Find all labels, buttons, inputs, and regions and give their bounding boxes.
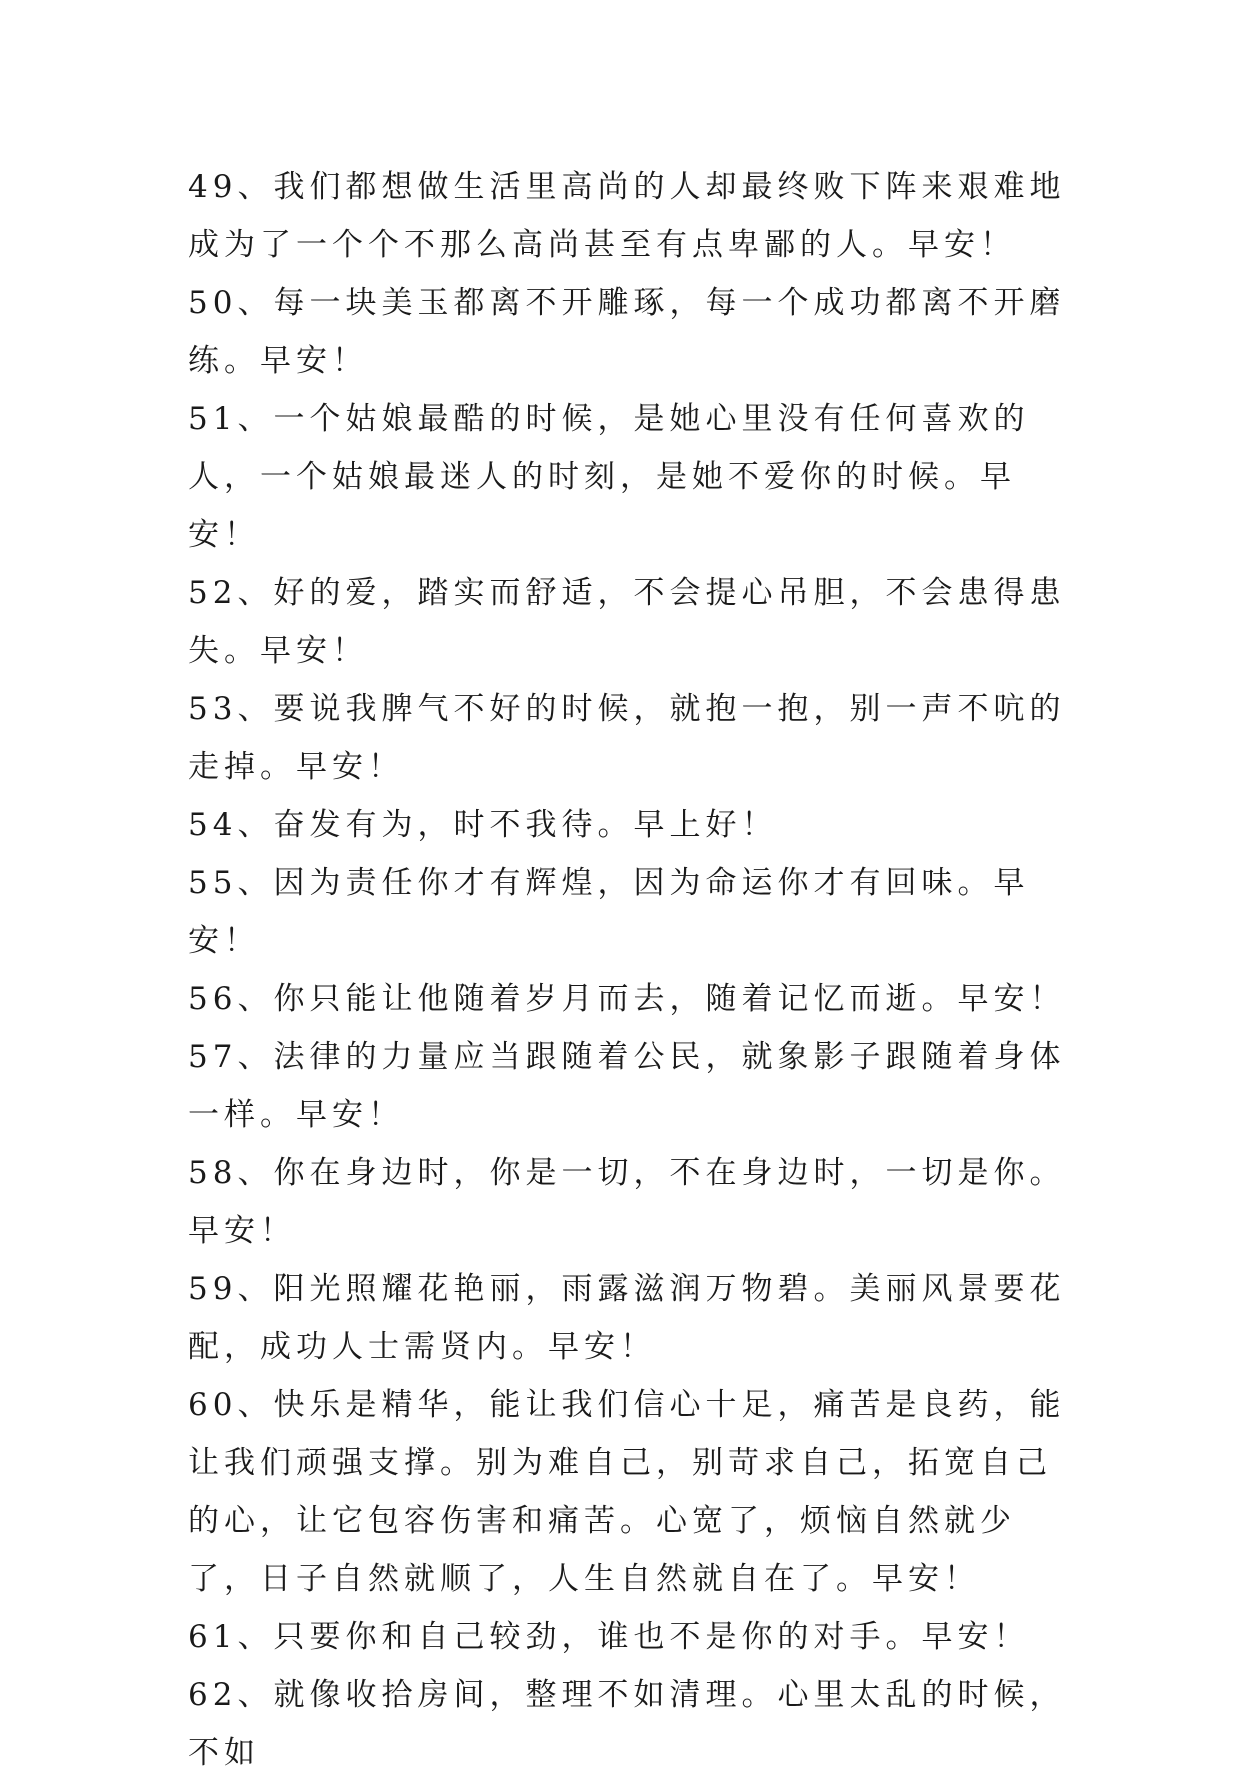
paragraph-62: 62、就像收拾房间，整理不如清理。心里太乱的时候，不如 — [188, 1677, 1066, 1771]
paragraph-52: 52、好的爱，踏实而舒适，不会提心吊胆，不会患得患失。早安！ — [188, 575, 1066, 669]
paragraph-58: 58、你在身边时，你是一切，不在身边时，一切是你。早安！ — [188, 1155, 1066, 1249]
paragraph-57: 57、法律的力量应当跟随着公民，就象影子跟随着身体一样。早安！ — [188, 1039, 1066, 1133]
paragraph-49: 49、我们都想做生活里高尚的人却最终败下阵来艰难地成为了一个个不那么高尚甚至有点卑鄙的人。早安！ — [188, 169, 1066, 263]
paragraph-59: 59、阳光照耀花艳丽，雨露滋润万物碧。美丽风景要花配，成功人士需贤内。早安！ — [188, 1271, 1066, 1365]
paragraph-51: 51、一个姑娘最酷的时候，是她心里没有任何喜欢的人，一个姑娘最迷人的时刻，是她不爱你的时候。早安！ — [188, 401, 1030, 553]
paragraph-54: 54、奋发有为，时不我待。早上好！ — [188, 807, 778, 843]
document-body — [188, 158, 1078, 1782]
paragraph-61: 61、只要你和自己较劲，谁也不是你的对手。早安！ — [188, 1619, 1030, 1655]
paragraph-56: 56、你只能让他随着岁月而去，随着记忆而逝。早安！ — [188, 981, 1066, 1017]
paragraph-55: 55、因为责任你才有辉煌，因为命运你才有回味。早安！ — [188, 865, 1030, 959]
paragraph-53: 53、要说我脾气不好的时候，就抱一抱，别一声不吭的走掉。早安！ — [188, 691, 1066, 785]
paragraph-60: 60、快乐是精华，能让我们信心十足，痛苦是良药，能让我们顽强支撑。别为难自己，别苛求自己，拓宽自己的心，让它包容伤害和痛苦。心宽了，烦恼自然就少了，日子自然就顺了，人生自然就自在了。早安！ — [188, 1387, 1066, 1597]
paragraph-50: 50、每一块美玉都离不开雕琢，每一个成功都离不开磨练。早安！ — [188, 285, 1066, 379]
